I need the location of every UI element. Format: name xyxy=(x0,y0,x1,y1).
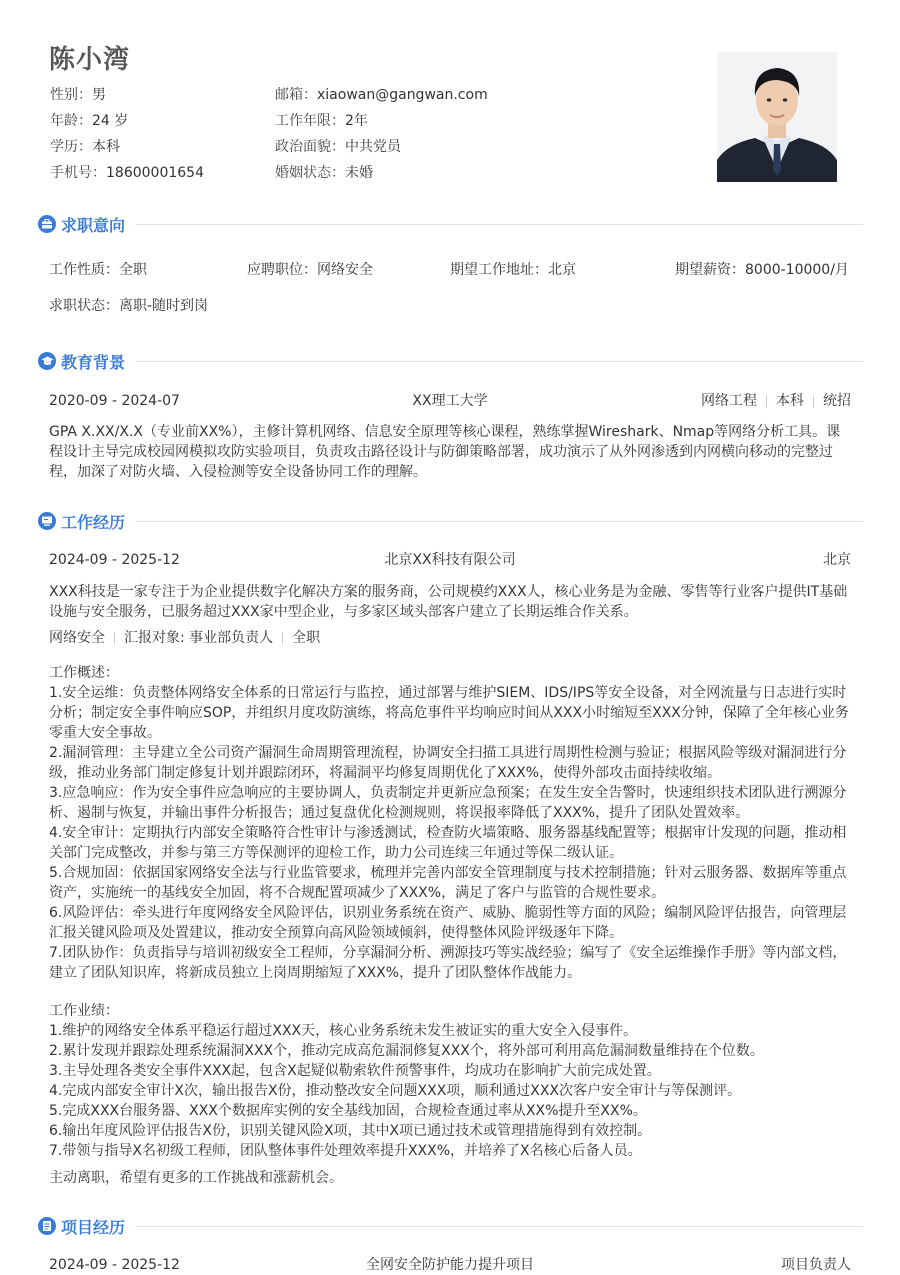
education-description xyxy=(49,422,851,482)
text-line: 5.合规加固：依据国家网络安全法与行业监管要求，梳理并完善内部安全管理制度与技术控制措施；针对云服务器、数据库等重点 xyxy=(49,865,847,881)
document-icon xyxy=(38,1217,56,1235)
text-line: XXX科技是一家专注于为企业提供数字化解决方案的服务商，公司规模约XXX人，核心业务是为金融、零售等行业客户提供IT基础 xyxy=(49,584,848,600)
intent-label: 应聘职位： xyxy=(247,262,317,278)
graduation-cap-icon xyxy=(38,352,56,370)
education-header xyxy=(49,391,851,411)
intent-value: 全职 xyxy=(119,262,147,278)
info-row xyxy=(50,110,500,136)
work-overview xyxy=(49,663,851,983)
work-period: 2024-09 - 2025-12 xyxy=(49,552,180,568)
info-label: 年龄： xyxy=(50,113,92,129)
info-label: 政治面貌： xyxy=(275,139,345,155)
project-period: 2024-09 - 2025-12 xyxy=(49,1257,180,1273)
work-tag: 网络安全 xyxy=(49,630,105,646)
education-degree: 本科 xyxy=(776,393,804,409)
tag-separator xyxy=(282,632,283,645)
text-line: 程设计主导完成校园网模拟攻防实验项目，负责攻击路径设计与防御策略部署，成功演示了从外网渗透到内网横向移动的完整过 xyxy=(49,444,833,460)
education-mode: 统招 xyxy=(823,393,851,409)
info-value: 2年 xyxy=(345,113,368,129)
text-line: 汇报关键风险项及处置建议，推动安全预算向高风险领域倾斜，使得整体风险评级逐年下降。 xyxy=(49,925,623,941)
section-divider xyxy=(135,521,863,522)
work-tag: 汇报对象: 事业部负责人 xyxy=(124,630,274,646)
info-age xyxy=(50,110,275,136)
text-line: 4.安全审计：定期执行内部安全策略符合性审计与渗透测试，检查防火墙策略、服务器基线配置等；根据审计发现的问题，推动相 xyxy=(49,825,847,841)
text-line: 2.累计发现并跟踪处理系统漏洞XXX个，推动完成高危漏洞修复XXX个，将外部可利用高危漏洞数量维持在个位数。 xyxy=(49,1043,764,1059)
text-line: 建立了团队知识库，将新成员独立上岗周期缩短了XXX%，提升了团队整体作战能力。 xyxy=(49,965,582,981)
section-divider xyxy=(135,224,863,225)
info-value: 24 岁 xyxy=(92,113,129,129)
work-tags xyxy=(49,628,851,648)
tag-separator xyxy=(114,632,115,645)
section-header-intent xyxy=(38,212,863,236)
intent-location xyxy=(450,259,576,279)
section-title: 求职意向 xyxy=(61,215,126,235)
info-value: 男 xyxy=(92,87,106,103)
education-tags xyxy=(701,391,851,411)
info-phone xyxy=(50,162,275,188)
info-label: 婚姻状态： xyxy=(275,165,345,181)
company-description xyxy=(49,582,851,622)
intent-salary xyxy=(675,259,849,279)
text-line: GPA X.XX/X.X（专业前XX%），主修计算机网络、信息安全原理等核心课程，熟练掌握Wireshark、Nmap等网络分析工具。课 xyxy=(49,424,841,440)
intent-status xyxy=(49,295,208,315)
info-work-years xyxy=(275,110,500,136)
text-line: 程，加深了对防火墙、入侵检测等安全设备协同工作的理解。 xyxy=(49,464,427,480)
overview-title: 工作概述： xyxy=(49,665,119,681)
intent-label: 期望薪资： xyxy=(675,262,745,278)
section-title: 工作经历 xyxy=(61,512,126,532)
info-label: 邮箱： xyxy=(275,87,317,103)
section-title: 项目经历 xyxy=(61,1217,126,1237)
intent-label: 求职状态： xyxy=(49,298,119,314)
text-line: 2.漏洞管理：主导建立全公司资产漏洞生命周期管理流程，协调安全扫描工具进行周期性检测与验证；根据风险等级对漏洞进行分 xyxy=(49,745,847,761)
project-name: 全网安全防护能力提升项目 xyxy=(366,1257,534,1273)
text-line: 6.风险评估：牵头进行年度网络安全风险评估，识别业务系统在资产、威胁、脆弱性等方面的风险；编制风险评估报告，向管理层 xyxy=(49,905,847,921)
info-value: 未婚 xyxy=(345,165,373,181)
intent-value: 网络安全 xyxy=(317,262,373,278)
info-email xyxy=(275,84,500,110)
intent-position xyxy=(247,259,373,279)
profile-photo xyxy=(717,52,837,182)
intent-label: 工作性质： xyxy=(49,262,119,278)
text-line: 3.主导处理各类安全事件XXX起，包含X起疑似勒索软件预警事件，均成功在影响扩大前完成处置。 xyxy=(49,1063,661,1079)
portrait-illustration xyxy=(717,52,837,182)
section-header-work xyxy=(38,509,863,533)
work-city: 北京 xyxy=(823,552,851,568)
info-value: 中共党员 xyxy=(345,139,401,155)
section-divider xyxy=(135,1226,863,1227)
basic-info xyxy=(50,84,500,188)
work-achievements xyxy=(49,1001,851,1161)
intent-label: 期望工作地址： xyxy=(450,262,548,278)
project-header xyxy=(49,1255,851,1275)
leave-reason: 主动离职，希望有更多的工作挑战和涨薪机会。 xyxy=(49,1170,343,1186)
education-major: 网络工程 xyxy=(701,393,757,409)
work-header xyxy=(49,550,851,570)
tag-separator xyxy=(813,395,814,408)
info-row xyxy=(50,84,500,110)
text-line: 1.维护的网络安全体系平稳运行超过XXX天，核心业务系统未发生被证实的重大安全入侵事件。 xyxy=(49,1023,638,1039)
candidate-name: 陈小湾 xyxy=(49,45,131,75)
text-line: 资产，实施统一的基线安全加固，将不合规配置项减少了XXX%，满足了客户与监管的合规性要求。 xyxy=(49,885,666,901)
project-role: 项目负责人 xyxy=(781,1257,851,1273)
info-value: xiaowan@gangwan.com xyxy=(317,87,488,103)
info-label: 学历： xyxy=(50,139,92,155)
intent-type xyxy=(49,259,147,279)
tag-separator xyxy=(766,395,767,408)
intent-value: 8000-10000/月 xyxy=(745,262,849,278)
work-tag: 全职 xyxy=(292,630,321,646)
work-company: 北京XX科技有限公司 xyxy=(384,552,516,568)
text-line: 设施与安全服务，已服务超过XXX家中型企业，与多家区域头部客户建立了长期运维合作关系。 xyxy=(49,604,638,620)
section-title: 教育背景 xyxy=(61,352,126,372)
text-line: 级，推动业务部门制定修复计划并跟踪闭环，将漏洞平均修复周期优化了XXX%，使得外部攻击面持续收缩。 xyxy=(49,765,722,781)
text-line: 关部门完成整改，并参与第三方等保测评的迎检工作，助力公司连续三年通过等保二级认证。 xyxy=(49,845,623,861)
info-value: 本科 xyxy=(92,139,120,155)
info-row xyxy=(50,136,500,162)
text-line: 7.带领与指导X名初级工程师，团队整体事件处理效率提升XXX%，并培养了X名核心后备人员。 xyxy=(49,1143,642,1159)
section-divider xyxy=(135,361,863,362)
info-marital xyxy=(275,162,500,188)
text-line: 分析；制定安全事件响应SOP，并组织月度攻防演练，将高危事件平均响应时间从XXX小时缩短至XXX分钟，保障了全年核心业务 xyxy=(49,705,849,721)
text-line: 1.安全运维：负责整体网络安全体系的日常运行与监控，通过部署与维护SIEM、IDS/IPS等安全设备，对全网流量与日志进行实时 xyxy=(49,685,847,701)
text-line: 析、遏制与恢复，并输出事件分析报告；通过复盘优化检测规则，将误报率降低了XXX%，提升了团队处置效率。 xyxy=(49,805,750,821)
education-school: XX理工大学 xyxy=(412,393,488,409)
text-line: 7.团队协作：负责指导与培训初级安全工程师，分享漏洞分析、溯源技巧等实战经验；编写了《安全运维操作手册》等内部文档， xyxy=(49,945,847,961)
intent-value: 北京 xyxy=(548,262,576,278)
briefcase-icon xyxy=(38,215,56,233)
text-line: 3.应急响应：作为安全事件应急响应的主要协调人，负责制定并更新应急预案；在发生安全告警时，快速组织技术团队进行溯源分 xyxy=(49,785,847,801)
text-line: 6.输出年度风险评估报告X份，识别关键风险X项，其中X项已通过技术或管理措施得到有效控制。 xyxy=(49,1123,652,1139)
intent-value: 离职-随时到岗 xyxy=(119,298,209,314)
info-degree xyxy=(50,136,275,162)
info-value: 18600001654 xyxy=(106,165,204,181)
info-label: 工作年限： xyxy=(275,113,345,129)
info-label: 手机号： xyxy=(50,165,106,181)
text-line: 5.完成XXX台服务器、XXX个数据库实例的安全基线加固，合规检查通过率从XX%提升至XX%。 xyxy=(49,1103,647,1119)
text-line: 4.完成内部安全审计X次，输出报告X份，推动整改安全问题XXX项，顺利通过XXX次客户安全审计与等保测评。 xyxy=(49,1083,742,1099)
info-politics xyxy=(275,136,500,162)
monitor-icon xyxy=(38,512,56,530)
info-row xyxy=(50,162,500,188)
text-line: 零重大安全事故。 xyxy=(49,725,161,741)
info-label: 性别： xyxy=(50,87,92,103)
achievements-title: 工作业绩： xyxy=(49,1003,119,1019)
education-period: 2020-09 - 2024-07 xyxy=(49,393,180,409)
section-header-education xyxy=(38,349,863,373)
section-header-project xyxy=(38,1214,863,1238)
info-gender xyxy=(50,84,275,110)
